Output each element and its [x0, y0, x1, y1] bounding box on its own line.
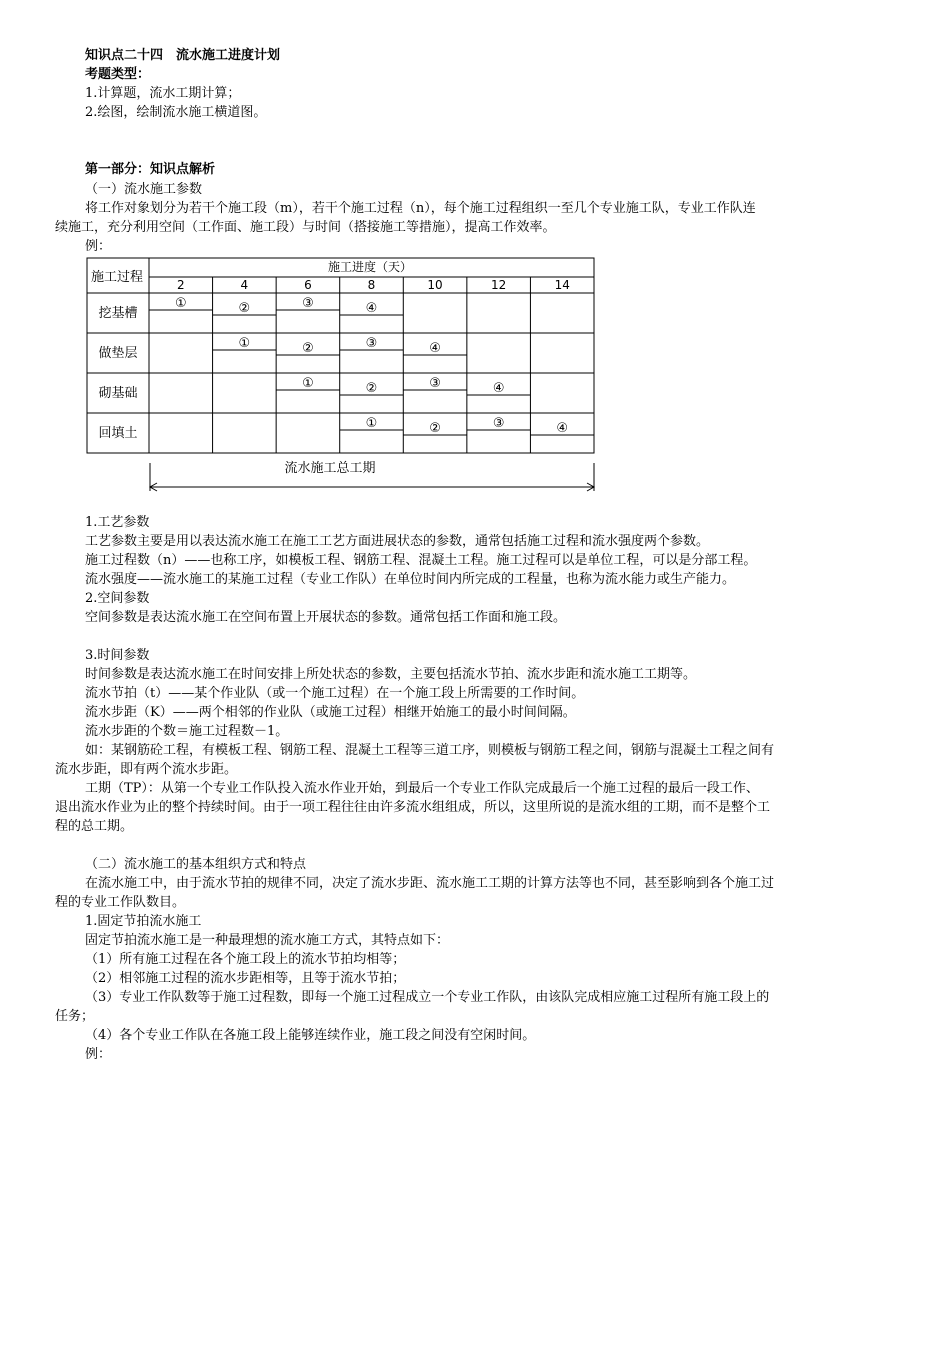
process-label: 回填土	[98, 426, 138, 441]
time-tick-label: 6	[304, 278, 312, 292]
fixed-beat-intro: 固定节拍流水施工是一种最理想的流水施工方式，其特点如下：	[85, 933, 450, 948]
section2-heading: （二）流水施工的基本组织方式和特点	[85, 857, 307, 872]
time-param-line2: 流水节拍（t）——某个作业队（或一个施工过程）在一个施工段上所需要的工作时间。	[85, 686, 585, 701]
feature-1: （1）所有施工过程在各个施工段上的流水节拍均相等；	[85, 952, 406, 967]
segment-label: ③	[302, 296, 314, 311]
section2-example-label: 例：	[85, 1047, 112, 1062]
segment-label: ④	[556, 421, 569, 436]
time-tick-label: 4	[240, 278, 249, 292]
section2-para1-line2: 程的专业工作队数目。	[55, 895, 186, 910]
tech-param-line3: 流水强度——流水施工的某施工过程（专业工作队）在单位时间内所完成的工程量，也称为流水能力或生产能力。	[85, 572, 736, 587]
flow-construction-gantt-chart	[0, 0, 950, 500]
duration-definition-line1: 工期（TP）：从第一个专业工作队投入流水作业开始，到最后一个专业工作队完成最后一个施工过程的最后一段工作、	[85, 781, 759, 796]
segment-label: ③	[429, 376, 441, 391]
tech-param-heading: 1.工艺参数	[85, 515, 150, 530]
time-tick-label: 12	[491, 278, 507, 292]
space-param-heading: 2.空间参数	[85, 591, 150, 606]
exam-type-item-2: 2.绘图，绘制流水施工横道图。	[85, 105, 267, 120]
section1-heading: （一）流水施工参数	[85, 182, 203, 197]
feature-4: （4）各个专业工作队在各施工段上能够连续作业，施工段之间没有空闲时间。	[85, 1028, 536, 1043]
segment-label: ④	[365, 301, 378, 316]
duration-definition-line2: 退出流水作业为止的整个持续时间。由于一项工程往往由许多流水组组成，所以，这里所说的是流水组的工期，而不是整个工	[55, 800, 771, 815]
segment-label: ③	[492, 416, 505, 431]
feature-3-line1: （3）专业工作队数等于施工过程数，即每一个施工过程成立一个专业工作队，由该队完成相应施工过程所有施工段上的	[85, 990, 770, 1005]
process-label: 做垫层	[98, 346, 138, 361]
duration-definition-line3: 程的总工期。	[55, 819, 134, 834]
segment-label: ①	[174, 296, 187, 311]
time-param-line4: 流水步距的个数＝施工过程数－1。	[85, 724, 289, 739]
segment-label: ④	[492, 381, 505, 396]
time-param-line3: 流水步距（K）——两个相邻的作业队（或施工过程）相继开始施工的最小时间间隔。	[85, 705, 576, 720]
time-param-example-line2: 流水步距，即有两个流水步距。	[55, 762, 238, 777]
intro-paragraph-line2: 续施工，充分利用空间（工作面、施工段）与时间（搭接施工等措施），提高工作效率。	[55, 220, 556, 235]
time-tick-label: 8	[367, 278, 376, 292]
exam-type-label: 考题类型：	[85, 67, 151, 82]
segment-label: ②	[365, 381, 378, 396]
time-param-example-line1: 如：某钢筋砼工程，有模板工程、钢筋工程、混凝土工程等三道工序，则模板与钢筋工程之间，钢筋与混凝土工程之间有	[85, 743, 775, 758]
tech-param-line1: 工艺参数主要是用以表达流水施工在施工工艺方面进展状态的参数，通常包括施工过程和流水强度两个参数。	[85, 534, 710, 549]
segment-label: ①	[365, 416, 378, 431]
segment-label: ②	[238, 301, 251, 316]
segment-label: ①	[302, 376, 314, 391]
time-tick-label: 14	[554, 278, 570, 292]
process-label: 挖基槽	[98, 306, 138, 321]
segment-label: ③	[365, 336, 378, 351]
section2-para1-line1: 在流水施工中，由于流水节拍的规律不同，决定了流水步距、流水施工工期的计算方法等也不同，甚至影响到各个施工过	[85, 876, 775, 891]
segment-label: ②	[429, 421, 441, 436]
column-group-label: 施工进度（天）	[327, 260, 413, 274]
time-tick-label: 10	[427, 278, 443, 292]
time-tick-label: 2	[176, 278, 185, 292]
segment-label: ②	[302, 341, 314, 356]
segment-label: ①	[238, 336, 251, 351]
row-header-label: 施工过程	[90, 270, 144, 285]
example-label: 例：	[85, 239, 112, 254]
total-duration-label: 流水施工总工期	[284, 461, 376, 476]
fixed-beat-heading: 1.固定节拍流水施工	[85, 914, 202, 929]
document-title: 知识点二十四 流水施工进度计划	[85, 48, 281, 63]
space-param-line1: 空间参数是表达流水施工在空间布置上开展状态的参数。通常包括工作面和施工段。	[85, 610, 567, 625]
time-param-line1: 时间参数是表达流水施工在时间安排上所处状态的参数，主要包括流水节拍、流水步距和流水施工工期等。	[85, 667, 697, 682]
time-param-heading: 3.时间参数	[85, 648, 150, 663]
feature-3-line2: 任务；	[55, 1009, 95, 1024]
process-label: 砌基础	[98, 386, 138, 401]
part1-heading: 第一部分：知识点解析	[85, 162, 216, 177]
tech-param-line2: 施工过程数（n）——也称工序，如模板工程、钢筋工程、混凝土工程。施工过程可以是单位工程，可以是分部工程。	[85, 553, 757, 568]
exam-type-item-1: 1.计算题，流水工期计算；	[85, 86, 241, 101]
segment-label: ④	[429, 341, 441, 356]
feature-2: （2）相邻施工过程的流水步距相等，且等于流水节拍；	[85, 971, 406, 986]
table-border	[87, 258, 594, 453]
intro-paragraph-line1: 将工作对象划分为若干个施工段（m），若干个施工过程（n），每个施工过程组织一至几个专业施工队，专业工作队连	[85, 201, 756, 216]
